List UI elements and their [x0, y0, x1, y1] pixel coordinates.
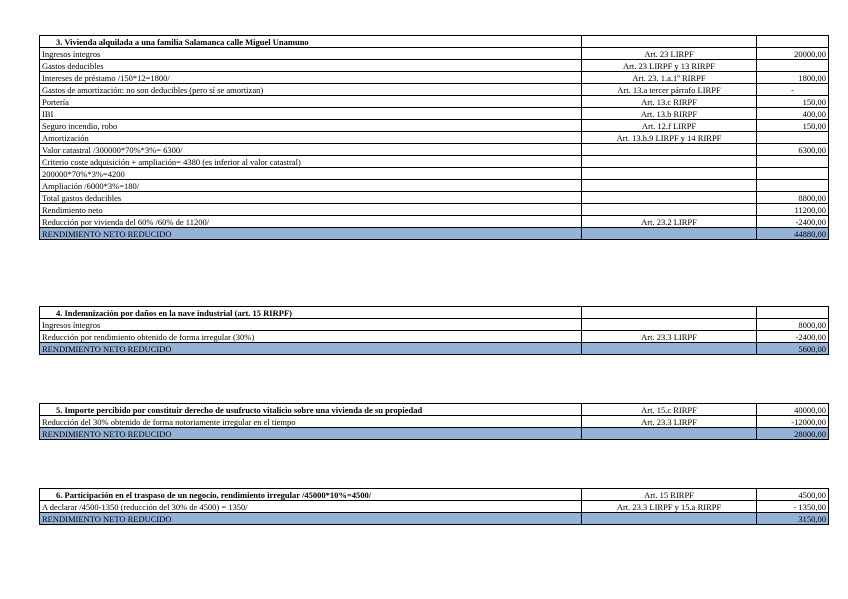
table-row: [40, 216, 829, 228]
row-value: - 1350,00: [757, 501, 829, 513]
total-row: [40, 428, 829, 440]
row-ref: Art. 23.3 LIRPF y 15.a RIRPF: [582, 501, 757, 513]
row-ref: Art. 23.3 LIRPF: [582, 331, 757, 343]
section-header-value: 40000,00: [757, 404, 829, 416]
row-concept: Amortización: [40, 132, 582, 144]
total-row: [40, 343, 829, 355]
row-ref: [582, 204, 757, 216]
row-concept: Rendimiento neto: [40, 204, 582, 216]
row-value: -: [757, 84, 829, 96]
section-header-ref: [582, 307, 757, 319]
table-row: [40, 60, 829, 72]
total-value: 5600,00: [757, 343, 829, 355]
section-header-value: [757, 36, 829, 48]
total-row: [40, 228, 829, 240]
total-value: 44880,00: [757, 228, 829, 240]
row-value: 20000,00: [757, 48, 829, 60]
row-ref: [582, 168, 757, 180]
section-title: 6. Participación en el traspaso de un negocio, rendimiento irregular /45000*10%=4500/: [40, 489, 582, 501]
table-row: [40, 180, 829, 192]
total-ref-empty: [582, 228, 757, 240]
table-row: [40, 416, 829, 428]
section-6-table: [39, 488, 829, 525]
total-row: [40, 513, 829, 525]
row-concept: Reducción por rendimiento obtenido de forma irregular (30%): [40, 331, 582, 343]
row-value: 150,00: [757, 96, 829, 108]
row-value: [757, 60, 829, 72]
section-header-row: [40, 36, 829, 48]
total-ref-empty: [582, 428, 757, 440]
table-row: [40, 132, 829, 144]
row-concept: Reducción del 30% obtenido de forma notoriamente irregular en el tiempo: [40, 416, 582, 428]
table-row: [40, 72, 829, 84]
total-value: 28000,00: [757, 428, 829, 440]
row-value: 1800,00: [757, 72, 829, 84]
section-header-ref: Art. 15.c RIRPF: [582, 404, 757, 416]
row-concept: Gastos deducibles: [40, 60, 582, 72]
row-ref: Art. 13.a tercer párrafo LIRPF: [582, 84, 757, 96]
row-concept: Total gastos deducibles: [40, 192, 582, 204]
section-header-row: [40, 404, 829, 416]
row-value: 6300,00: [757, 144, 829, 156]
table-row: [40, 168, 829, 180]
total-label: RENDIMIENTO NETO REDUCIDO: [40, 513, 582, 525]
row-value: [757, 180, 829, 192]
row-ref: Art. 13.b RIRPF: [582, 108, 757, 120]
row-ref: [582, 144, 757, 156]
row-value: 400,00: [757, 108, 829, 120]
row-concept: Seguro incendio, robo: [40, 120, 582, 132]
table-row: [40, 120, 829, 132]
table-row: [40, 192, 829, 204]
row-ref: Art. 12.f LIRPF: [582, 120, 757, 132]
row-ref: Art. 23.3 LIRPF: [582, 416, 757, 428]
section-title: 4. Indemnización por daños en la nave industrial (art. 15 RIRPF): [40, 307, 582, 319]
row-concept: Valor catastral /300000*70%*3%= 6300/: [40, 144, 582, 156]
row-ref: Art. 23. 1.a.1º RIRPF: [582, 72, 757, 84]
total-ref-empty: [582, 513, 757, 525]
row-value: 150,00: [757, 120, 829, 132]
section-header-row: [40, 307, 829, 319]
table-row: [40, 156, 829, 168]
row-ref: Art. 13.c RIRPF: [582, 96, 757, 108]
row-value: [757, 156, 829, 168]
section-5-table: [39, 403, 829, 440]
table-row: [40, 96, 829, 108]
row-value: [757, 168, 829, 180]
table-row: [40, 501, 829, 513]
row-ref: [582, 319, 757, 331]
row-value: [757, 132, 829, 144]
section-header-value: [757, 307, 829, 319]
table-row: [40, 144, 829, 156]
total-ref-empty: [582, 343, 757, 355]
row-value: 8000,00: [757, 319, 829, 331]
section-4-table: [39, 306, 829, 355]
total-value: 3150,00: [757, 513, 829, 525]
row-value: -12000,00: [757, 416, 829, 428]
row-concept: Ingresos íntegros: [40, 48, 582, 60]
table-row: [40, 48, 829, 60]
row-concept: 200000*70%*3%=4200: [40, 168, 582, 180]
row-ref: [582, 180, 757, 192]
section-3-table: [39, 35, 829, 240]
row-ref: [582, 192, 757, 204]
section-header-row: [40, 489, 829, 501]
total-label: RENDIMIENTO NETO REDUCIDO: [40, 228, 582, 240]
table-row: [40, 331, 829, 343]
row-concept: Ingresos íntegros: [40, 319, 582, 331]
row-ref: [582, 156, 757, 168]
row-ref: Art. 23.2 LIRPF: [582, 216, 757, 228]
row-concept: Reducción por vivienda del 60% /60% de 11200/: [40, 216, 582, 228]
section-header-ref: Art. 15 RIRPF: [582, 489, 757, 501]
row-concept: Gastos de amortización: no son deducibles (pero sí se amortizan): [40, 84, 582, 96]
row-value: 11200,00: [757, 204, 829, 216]
row-value: -2400,00: [757, 331, 829, 343]
row-concept: Intereses de préstamo /150*12=1800/: [40, 72, 582, 84]
row-concept: IBI: [40, 108, 582, 120]
row-concept: Criterio coste adquisición + ampliación= 4380 (es inferior al valor catastral): [40, 156, 582, 168]
total-label: RENDIMIENTO NETO REDUCIDO: [40, 428, 582, 440]
row-value: -2400,00: [757, 216, 829, 228]
section-header-value: 4500,00: [757, 489, 829, 501]
row-concept: Portería: [40, 96, 582, 108]
row-concept: Ampliación /6000*3%=180/: [40, 180, 582, 192]
table-row: [40, 319, 829, 331]
table-row: [40, 84, 829, 96]
table-row: [40, 204, 829, 216]
row-ref: Art. 23 LIRPF: [582, 48, 757, 60]
section-title: 5. Importe percibido por constituir derecho de usufructo vitalicio sobre una vivienda de su propiedad: [40, 404, 582, 416]
section-title: 3. Vivienda alquilada a una familia Salamanca calle Miguel Unamuno: [40, 36, 582, 48]
section-header-ref: [582, 36, 757, 48]
row-ref: Art. 23 LIRPF y 13 RIRPF: [582, 60, 757, 72]
total-label: RENDIMIENTO NETO REDUCIDO: [40, 343, 582, 355]
row-value: 8800,00: [757, 192, 829, 204]
row-concept: A declarar /4500-1350 (reducción del 30% de 4500) = 1350/: [40, 501, 582, 513]
row-ref: Art. 13.h.9 LIRPF y 14 RIRPF: [582, 132, 757, 144]
table-row: [40, 108, 829, 120]
